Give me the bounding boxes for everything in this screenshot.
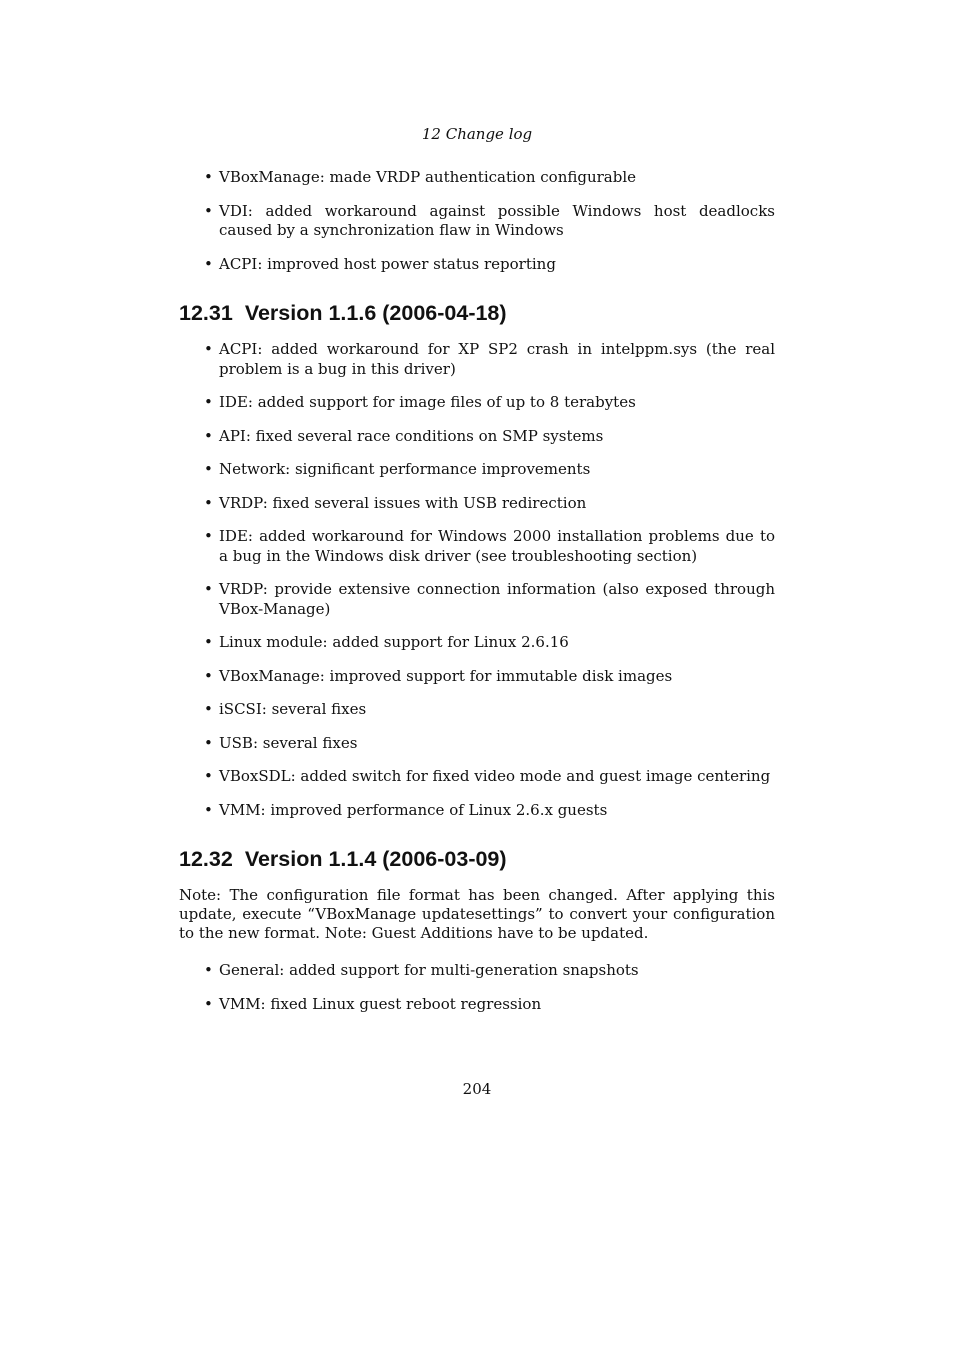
list-item [179,995,775,1015]
bullet-icon: • [204,254,213,273]
bullet-icon: • [204,393,213,411]
list-item-text: VBoxSDL: added switch for fixed video mode and guest image centering [219,767,771,785]
list-item [179,527,775,566]
list-item [179,700,775,720]
bullet-icon: • [204,168,213,186]
bullet-icon: • [204,527,213,545]
list-item-text: VMM: fixed Linux guest reboot regression [219,994,542,1013]
list-item-text: VMM: improved performance of Linux 2.6.x guests [219,800,608,819]
bullet-icon: • [204,767,213,785]
list-item [179,340,775,379]
bullet-icon: • [204,493,213,512]
page-number: 204 [462,1080,492,1098]
list-item [179,427,775,447]
list-item-text: VBoxManage: made VRDP authentication configurable [219,168,637,186]
list-item [179,667,775,687]
section-number: 12.31 [179,301,233,325]
list-item-text: VBoxManage: improved support for immutable disk images [219,666,673,685]
section-bullet-list [179,340,775,820]
section-number: 12.32 [179,847,233,871]
list-item-text: API: fixed several race conditions on SMP systems [219,426,604,445]
running-header: 12 Change log [421,125,533,143]
section-bullet-list [179,961,775,1014]
bullet-icon: • [204,460,213,478]
list-item-text: VRDP: fixed several issues with USB redirection [219,493,587,512]
list-item-text: ACPI: improved host power status reporting [219,254,556,273]
section-title-text: Version 1.1.4 (2006-03-09) [244,847,507,871]
list-item [179,202,775,241]
list-item-text: VDI: added workaround against possible Windows host deadlocks caused by a synchronization flaw in Windows [219,201,775,239]
bullet-icon: • [204,633,213,651]
bullet-icon: • [204,666,213,685]
list-item [179,494,775,514]
list-item [179,801,775,821]
list-item [179,580,775,619]
list-item-text: ACPI: added workaround for XP SP2 crash in intelppm.sys (the real problem is a bug in this driver) [219,340,775,378]
list-item-text: IDE: added workaround for Windows 2000 installation problems due to a bug in the Windows disk driver (see troubleshooting section) [219,527,775,565]
list-item [179,961,775,981]
list-item-text: Network: significant performance improvements [219,460,591,478]
list-item-text: Linux module: added support for Linux 2.6.16 [219,633,569,651]
bullet-icon: • [204,700,213,718]
list-item [179,633,775,653]
section-title [179,300,775,326]
list-item [179,255,775,275]
bullet-icon: • [204,426,213,445]
bullet-icon: • [204,340,213,358]
list-item-text: USB: several fixes [219,733,358,752]
list-item [179,734,775,754]
bullet-icon: • [204,800,213,819]
bullet-icon: • [204,580,213,598]
bullet-icon: • [204,961,213,979]
list-item [179,393,775,413]
bullet-icon: • [204,994,213,1013]
list-item [179,168,775,188]
list-item [179,460,775,480]
list-item-text: VRDP: provide extensive connection information (also exposed through VBox-Manage) [219,580,775,618]
bullet-icon: • [204,733,213,752]
list-item [179,767,775,787]
section-note: Note: The configuration file format has been changed. After applying this update, execute “VBoxManage updatesettings” to convert your configuration to the new format. Note: Guest Additions have to be updated. [179,886,775,942]
list-item-text: iSCSI: several fixes [219,700,367,718]
section-title-text: Version 1.1.6 (2006-04-18) [244,301,507,325]
page-content [179,168,775,1028]
intro-bullet-list [179,168,775,274]
section-title [179,846,775,872]
bullet-icon: • [204,201,213,220]
section-12-31 [179,300,775,820]
list-item-text: IDE: added support for image files of up to 8 terabytes [219,393,636,411]
section-12-32 [179,846,775,1014]
list-item-text: General: added support for multi-generation snapshots [219,961,639,979]
